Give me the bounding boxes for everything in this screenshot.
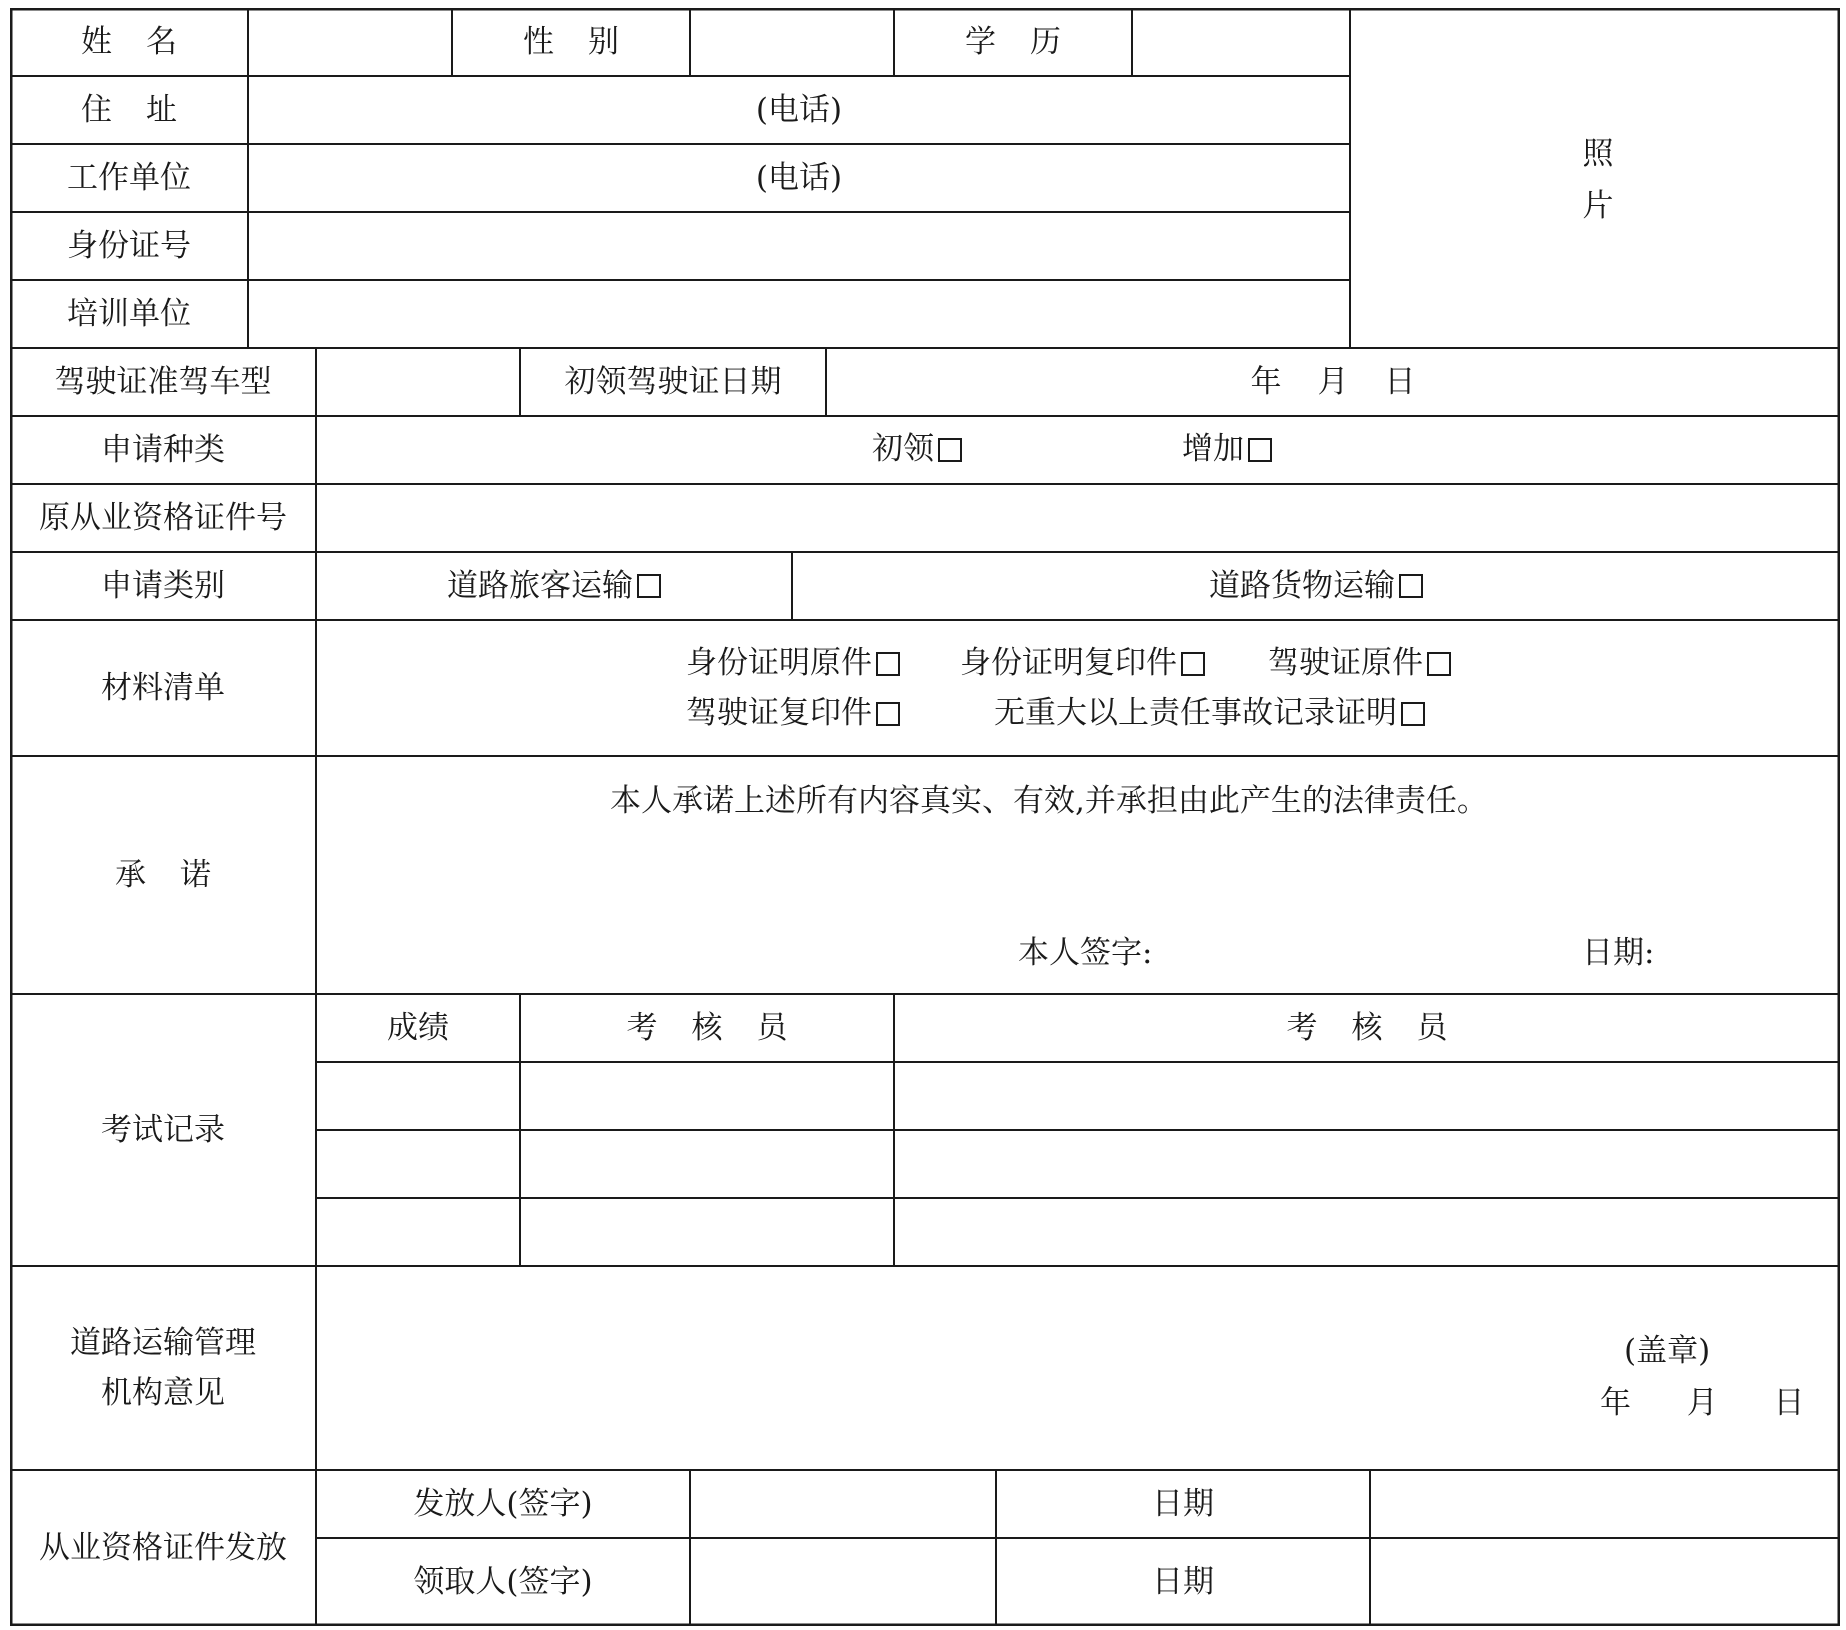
category-passenger-option[interactable]: 道路旅客运输 (316, 552, 792, 620)
promise-label: 承诺 (115, 856, 245, 893)
category-freight-checkbox[interactable] (1399, 574, 1423, 598)
apply-kind-first-option[interactable]: 初领 (872, 434, 962, 465)
id-number-label: 身份证号 (67, 227, 191, 264)
material-no-accident[interactable]: 无重大以上责任事故记录证明 (994, 698, 1425, 729)
sign-label: 本人签字: (1018, 935, 1153, 971)
address-label: 住址 (81, 91, 211, 128)
sign-date-label: 日期: (1582, 935, 1655, 971)
apply-kind-add-checkbox[interactable] (1248, 438, 1272, 462)
photo-label-1: 照 (1582, 136, 1614, 172)
seal-note: (盖章) (1624, 1333, 1711, 1369)
authority-year: 年 (1600, 1385, 1631, 1421)
material-license-copy-checkbox[interactable] (876, 702, 900, 726)
material-id-copy-checkbox[interactable] (1181, 652, 1205, 676)
apply-kind-add-option[interactable]: 增加 (1182, 434, 1272, 465)
license-type-field[interactable] (316, 348, 520, 416)
exam-examiner-header-1: 考核员 (626, 1009, 822, 1046)
promise-text: 本人承诺上述所有内容真实、有效,并承担由此产生的法律责任。 (610, 783, 1488, 819)
issuer-sign-field[interactable] (690, 1470, 996, 1538)
issue-date-field[interactable] (1370, 1470, 1840, 1538)
material-license-original-checkbox[interactable] (1427, 652, 1451, 676)
year-label: 年 (1250, 363, 1282, 400)
month-label: 月 (1317, 363, 1349, 400)
photo-area[interactable] (1578, 128, 1618, 232)
materials-label: 材料清单 (101, 669, 225, 706)
apply-kind-first-checkbox[interactable] (938, 438, 962, 462)
education-field[interactable] (1132, 8, 1350, 76)
work-phone-note: (电话) (755, 159, 843, 196)
apply-category-label: 申请类别 (101, 567, 225, 604)
receive-date-label: 日期 (1152, 1563, 1214, 1600)
prev-cert-field[interactable] (316, 484, 1840, 552)
license-type-label: 驾驶证准驾车型 (54, 363, 272, 400)
material-no-accident-checkbox[interactable] (1401, 702, 1425, 726)
authority-day: 日 (1773, 1385, 1805, 1421)
education-label: 学历 (965, 23, 1095, 60)
work-unit-field[interactable] (248, 144, 1350, 212)
material-id-copy[interactable]: 身份证明复印件 (960, 648, 1205, 679)
license-date-label: 初领驾驶证日期 (564, 363, 782, 400)
issuer-label: 发放人(签字) (413, 1485, 593, 1522)
training-unit-label: 培训单位 (67, 295, 191, 332)
address-phone-note: (电话) (755, 91, 843, 128)
address-field[interactable] (248, 76, 1350, 144)
prev-cert-label: 原从业资格证件号 (39, 499, 287, 536)
exam-score-header: 成绩 (387, 1009, 449, 1046)
receive-date-field[interactable] (1370, 1538, 1840, 1626)
material-license-original[interactable]: 驾驶证原件 (1268, 648, 1451, 679)
material-license-copy[interactable]: 驾驶证复印件 (686, 698, 900, 729)
material-id-original[interactable]: 身份证明原件 (686, 648, 900, 679)
authority-label-line-1: 道路运输管理 (70, 1325, 256, 1361)
receiver-label: 领取人(签字) (413, 1563, 593, 1600)
apply-kind-label: 申请种类 (101, 431, 225, 468)
form-table (10, 8, 1840, 1626)
cert-issue-label: 从业资格证件发放 (39, 1529, 287, 1566)
receiver-sign-field[interactable] (690, 1538, 996, 1626)
exam-examiner-header-2: 考核员 (1286, 1009, 1482, 1046)
authority-date[interactable] (1600, 1385, 1805, 1421)
name-field[interactable] (248, 8, 452, 76)
name-label: 姓名 (81, 23, 211, 60)
photo-label-2: 片 (1582, 188, 1614, 224)
id-number-field[interactable] (248, 212, 1350, 280)
day-label: 日 (1384, 363, 1416, 400)
exam-record-label: 考试记录 (101, 1111, 225, 1148)
training-unit-field[interactable] (248, 280, 1350, 348)
category-freight-option[interactable]: 道路货物运输 (792, 552, 1840, 620)
license-date-field[interactable] (826, 348, 1840, 416)
authority-month: 月 (1686, 1385, 1718, 1421)
work-unit-label: 工作单位 (67, 159, 191, 196)
gender-label: 性别 (523, 23, 653, 60)
authority-label-line-2: 机构意见 (101, 1375, 225, 1411)
issue-date-label: 日期 (1152, 1485, 1214, 1522)
material-id-original-checkbox[interactable] (876, 652, 900, 676)
category-passenger-checkbox[interactable] (637, 574, 661, 598)
gender-field[interactable] (690, 8, 894, 76)
authority-opinion-label (10, 1266, 316, 1470)
